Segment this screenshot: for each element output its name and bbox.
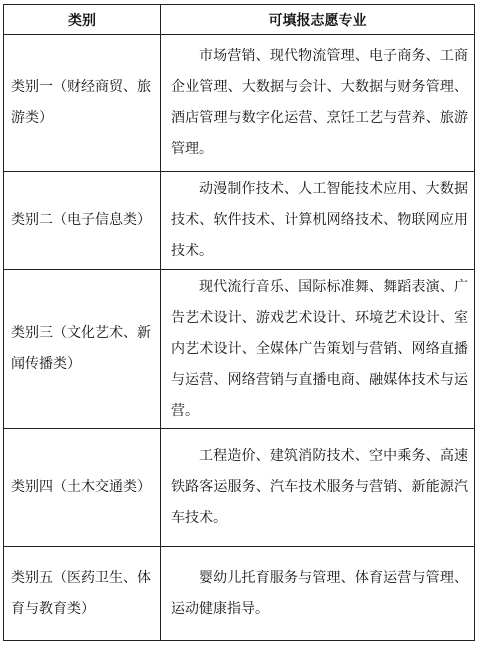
table-header-row	[4, 5, 475, 35]
category-cell: 类别三（文化艺术、新闻传播类）	[4, 270, 161, 429]
table-row	[4, 270, 475, 429]
category-cell: 类别二（电子信息类）	[4, 172, 161, 270]
majors-cell: 工程造价、建筑消防技术、空中乘务、高速铁路客运服务、汽车技术服务与营销、新能源汽车技术。	[161, 429, 475, 547]
header-category: 类别	[4, 5, 161, 35]
major-category-table	[3, 4, 475, 641]
table-row	[4, 172, 475, 270]
category-cell: 类别四（土木交通类）	[4, 429, 161, 547]
majors-cell: 婴幼儿托育服务与管理、体育运营与管理、运动健康指导。	[161, 547, 475, 641]
header-majors: 可填报志愿专业	[161, 5, 475, 35]
majors-cell: 市场营销、现代物流管理、电子商务、工商企业管理、大数据与会计、大数据与财务管理、酒店管理与数字化运营、烹饪工艺与营养、旅游管理。	[161, 35, 475, 172]
category-cell: 类别一（财经商贸、旅游类）	[4, 35, 161, 172]
majors-cell: 现代流行音乐、国际标准舞、舞蹈表演、广告艺术设计、游戏艺术设计、环境艺术设计、室内艺术设计、全媒体广告策划与营销、网络直播与运营、网络营销与直播电商、融媒体技术与运营。	[161, 270, 475, 429]
category-cell: 类别五（医药卫生、体育与教育类）	[4, 547, 161, 641]
majors-cell: 动漫制作技术、人工智能技术应用、大数据技术、软件技术、计算机网络技术、物联网应用技术。	[161, 172, 475, 270]
table-row	[4, 35, 475, 172]
table-row	[4, 547, 475, 641]
table-row	[4, 429, 475, 547]
